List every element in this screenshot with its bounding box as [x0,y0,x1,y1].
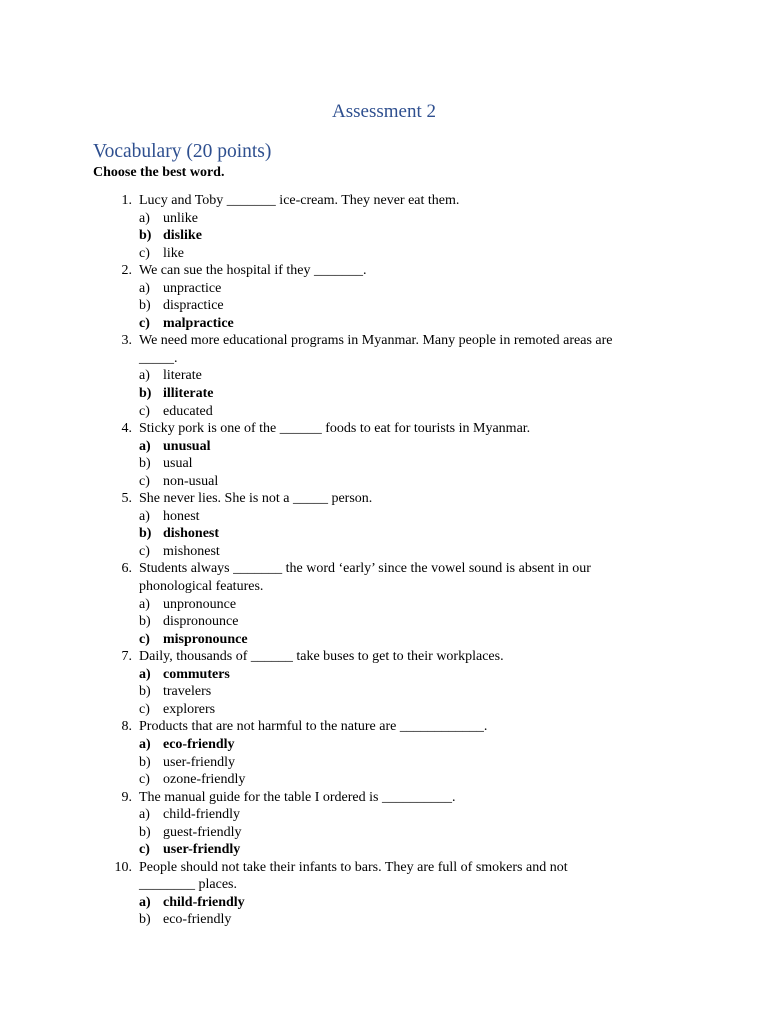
option-text: child-friendly [163,894,245,910]
answer-option-correct [0,666,768,684]
question-line [0,420,768,438]
option-letter: c) [139,403,150,419]
option-letter: a) [139,280,150,296]
question-text: People should not take their infants to bars. They are full of smokers and not [139,859,568,875]
answer-option [0,911,768,929]
option-letter: a) [139,368,150,384]
option-text: mishonest [163,543,220,559]
option-letter: b) [139,614,151,630]
question-line [0,789,768,807]
question-line [0,718,768,736]
option-text: dishonest [163,526,220,542]
option-letter: b) [139,298,151,314]
option-text: like [163,245,184,261]
option-letter: a) [139,807,150,823]
question-number: 8. [121,719,132,735]
option-letter: c) [139,842,150,858]
option-text: usual [163,456,193,472]
answer-option [0,543,768,561]
option-text: illiterate [163,386,214,402]
option-letter: a) [139,736,151,752]
option-text: eco-friendly [163,912,232,928]
question-line-continued [0,578,768,596]
option-letter: c) [139,772,150,788]
option-text: mispronounce [163,631,248,647]
answer-option [0,508,768,526]
option-text: user-friendly [163,754,236,770]
option-text: user-friendly [163,842,241,858]
answer-option-correct [0,894,768,912]
answer-option-correct [0,385,768,403]
section-heading: Vocabulary (20 points) [93,141,272,162]
question-line-continued [0,350,768,368]
question-line [0,560,768,578]
option-text: unpronounce [163,596,237,612]
option-letter: c) [139,631,150,647]
question-text: She never lies. She is not a _____ person. [139,491,373,507]
option-text: unusual [163,438,211,454]
instruction-text: Choose the best word. [93,165,225,180]
question-text: We need more educational programs in Myanmar. Many people in remoted areas are [139,333,613,349]
answer-option [0,613,768,631]
option-letter: c) [139,315,150,331]
option-letter: a) [139,666,151,682]
option-letter: a) [139,894,151,910]
option-text: educated [163,403,213,419]
answer-option [0,754,768,772]
answer-option-correct [0,227,768,245]
option-text: travelers [163,684,212,700]
answer-option [0,701,768,719]
answer-option [0,455,768,473]
question-text: Students always _______ the word ‘early’ since the vowel sound is absent in our [139,561,591,577]
option-letter: a) [139,210,150,226]
option-text: commuters [163,666,230,682]
option-letter: c) [139,543,150,559]
option-text: unpractice [163,280,222,296]
answer-option [0,683,768,701]
option-letter: c) [139,473,150,489]
question-number: 6. [121,561,132,577]
answer-option-correct [0,438,768,456]
question-number: 5. [121,491,132,507]
option-letter: b) [139,754,151,770]
question-text: The manual guide for the table I ordered is __________. [139,789,456,805]
question-number: 3. [121,333,132,349]
question-text: phonological features. [139,579,264,595]
option-text: eco-friendly [163,736,235,752]
question-number: 4. [121,421,132,437]
option-text: literate [163,368,202,384]
question-line [0,192,768,210]
question-line [0,332,768,350]
answer-option-correct [0,736,768,754]
option-letter: b) [139,912,151,928]
option-text: unlike [163,210,198,226]
option-letter: b) [139,684,151,700]
option-text: non-usual [163,473,219,489]
question-number: 9. [121,789,132,805]
question-text: ________ places. [139,877,237,893]
option-text: dispractice [163,298,224,314]
option-text: child-friendly [163,807,240,823]
option-letter: b) [139,228,152,244]
question-line [0,859,768,877]
option-text: ozone-friendly [163,772,246,788]
option-letter: a) [139,596,150,612]
question-text: Daily, thousands of ______ take buses to get to their workplaces. [139,649,504,665]
question-line [0,648,768,666]
question-text: Lucy and Toby _______ ice-cream. They never eat them. [139,193,460,208]
answer-option [0,824,768,842]
option-text: malpractice [163,315,234,331]
question-number: 2. [121,263,132,279]
answer-option-correct [0,631,768,649]
question-text: We can sue the hospital if they _______. [139,263,367,279]
option-letter: a) [139,508,150,524]
question-line [0,262,768,280]
option-letter: b) [139,456,151,472]
option-text: dislike [163,228,202,244]
option-letter: b) [139,824,151,840]
question-text: Products that are not harmful to the nature are ____________. [139,719,488,735]
option-text: guest-friendly [163,824,242,840]
answer-option [0,280,768,298]
option-text: honest [163,508,200,524]
question-list [0,192,768,929]
answer-option [0,245,768,263]
answer-option [0,771,768,789]
option-letter: a) [139,438,151,454]
answer-option-correct [0,315,768,333]
question-number: 1. [121,193,132,208]
question-line [0,490,768,508]
option-letter: c) [139,245,150,261]
option-text: explorers [163,701,216,717]
answer-option-correct [0,525,768,543]
question-number: 10. [114,859,132,875]
question-text: _____. [139,350,178,366]
document-title: Assessment 2 [332,101,436,122]
answer-option-correct [0,841,768,859]
answer-option [0,596,768,614]
answer-option [0,367,768,385]
answer-option [0,210,768,228]
option-letter: b) [139,386,152,402]
option-text: dispronounce [163,614,239,630]
answer-option [0,297,768,315]
question-line-continued [0,876,768,894]
answer-option [0,403,768,421]
option-letter: c) [139,701,150,717]
question-text: Sticky pork is one of the ______ foods to eat for tourists in Myanmar. [139,421,531,437]
answer-option [0,806,768,824]
answer-option [0,473,768,491]
option-letter: b) [139,526,152,542]
question-number: 7. [121,649,132,665]
